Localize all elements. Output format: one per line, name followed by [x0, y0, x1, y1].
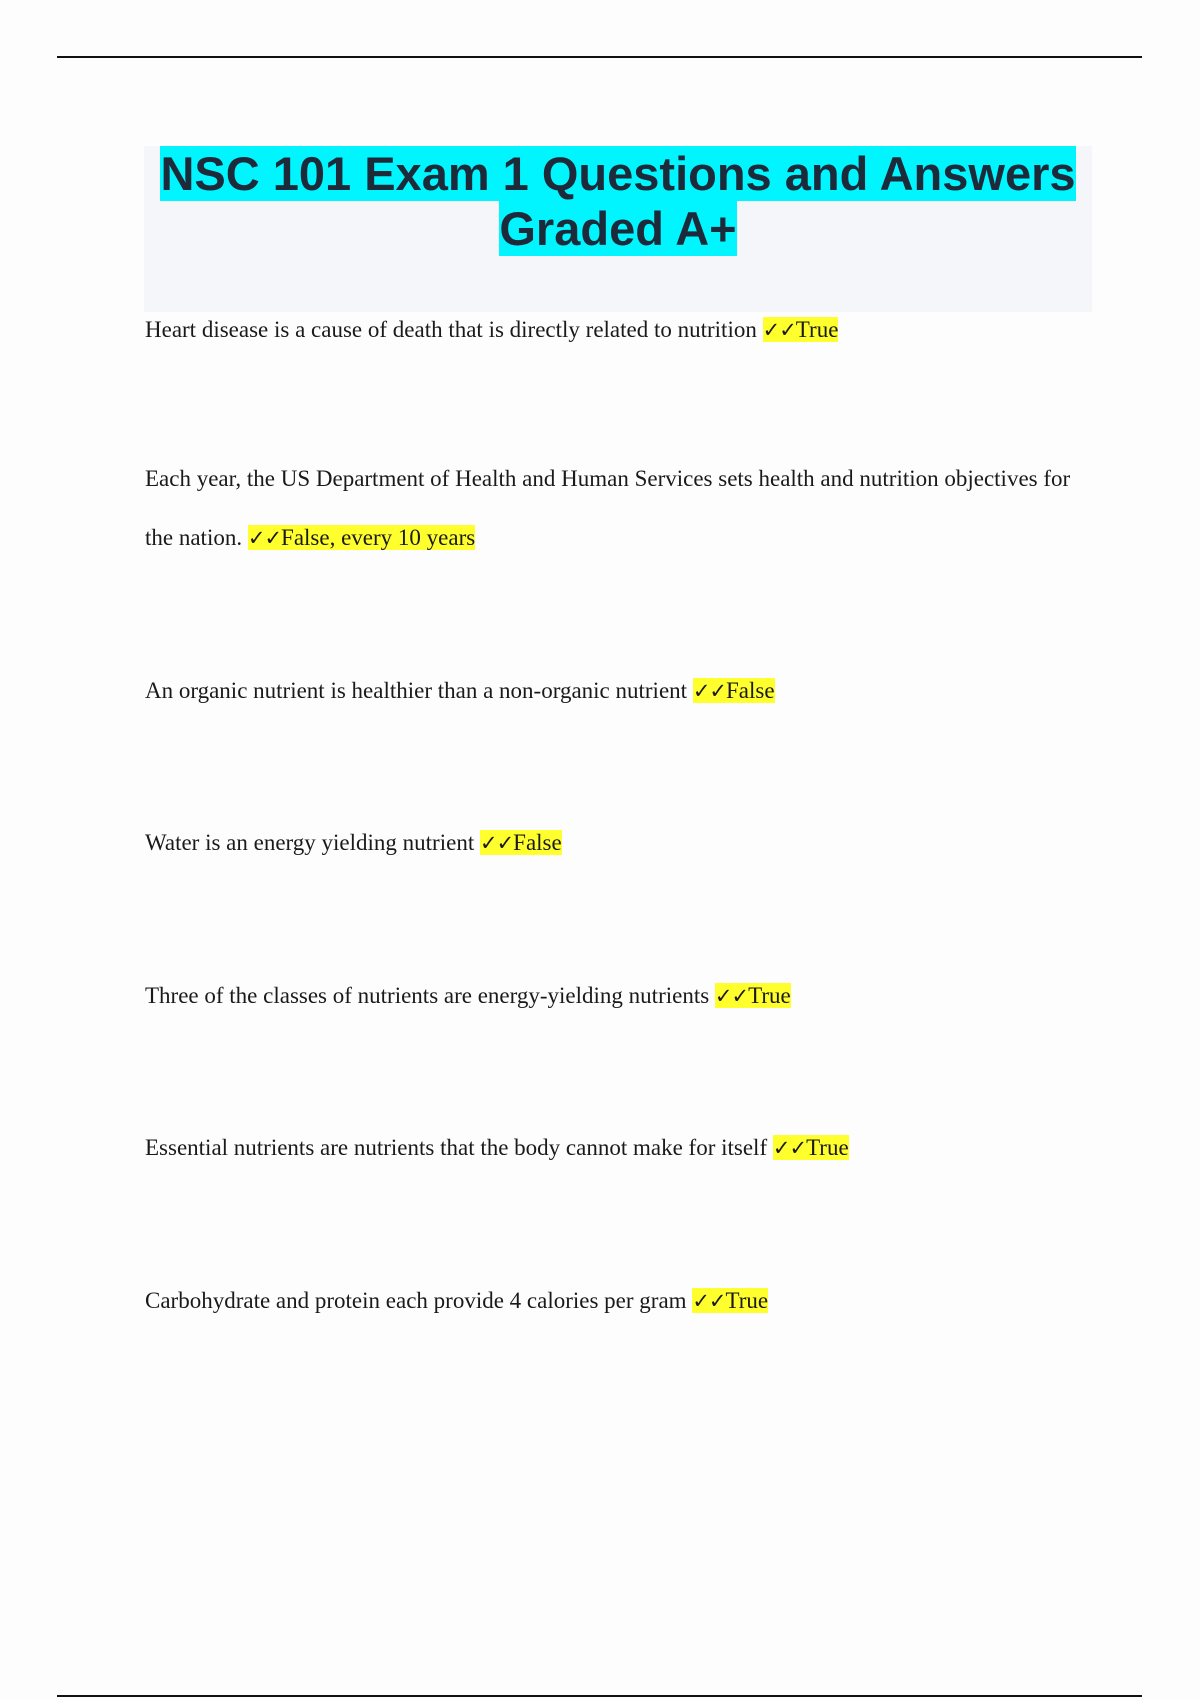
- answer-text: False, every 10 years: [281, 525, 476, 550]
- double-check-icon: ✓✓: [714, 984, 749, 1008]
- page-title-line-2: Graded A+: [499, 202, 737, 255]
- double-check-icon: ✓✓: [692, 679, 727, 703]
- double-check-icon: ✓✓: [762, 318, 796, 342]
- qa-item-3: [145, 661, 1095, 721]
- qa-item-6: [145, 1118, 1095, 1178]
- answer-highlight: [692, 1288, 768, 1313]
- answer-text: True: [748, 983, 791, 1008]
- question-text: Heart disease is a cause of death that is directly related to nutrition: [145, 317, 757, 342]
- qa-item-5: [145, 966, 1095, 1026]
- top-rule: [57, 56, 1142, 58]
- answer-highlight: [773, 1135, 849, 1160]
- answer-highlight: [715, 983, 791, 1008]
- qa-item-7: [145, 1271, 1095, 1331]
- answer-highlight: [480, 830, 562, 855]
- answer-text: False: [726, 678, 775, 703]
- answer-text: True: [806, 1135, 849, 1160]
- answer-text: False: [513, 830, 562, 855]
- answer-highlight: [763, 317, 839, 342]
- page-title-line-1: NSC 101 Exam 1 Questions and Answers: [160, 147, 1076, 200]
- title-block: [144, 146, 1092, 312]
- answer-highlight: [693, 678, 775, 703]
- question-text: Each year, the US Department of Health and Human Services sets health and nutrition objectives for the nation.: [145, 466, 1071, 550]
- answer-text: True: [795, 317, 839, 342]
- question-text: Essential nutrients are nutrients that the body cannot make for itself: [145, 1135, 768, 1160]
- qa-item-2: [145, 449, 1095, 568]
- double-check-icon: ✓✓: [479, 831, 514, 855]
- question-text: Water is an energy yielding nutrient: [145, 830, 475, 855]
- double-check-icon: ✓✓: [692, 1289, 726, 1313]
- question-text: Carbohydrate and protein each provide 4 calories per gram: [145, 1288, 687, 1313]
- answer-highlight: [248, 525, 475, 550]
- question-text: Three of the classes of nutrients are energy-yielding nutrients: [145, 983, 710, 1008]
- qa-item-1: [145, 300, 1095, 360]
- double-check-icon: ✓✓: [772, 1136, 807, 1160]
- double-check-icon: ✓✓: [247, 526, 282, 550]
- qa-item-4: [145, 813, 1095, 873]
- bottom-rule: [57, 1695, 1142, 1697]
- question-text: An organic nutrient is healthier than a non-organic nutrient: [145, 678, 688, 703]
- answer-text: True: [725, 1288, 769, 1313]
